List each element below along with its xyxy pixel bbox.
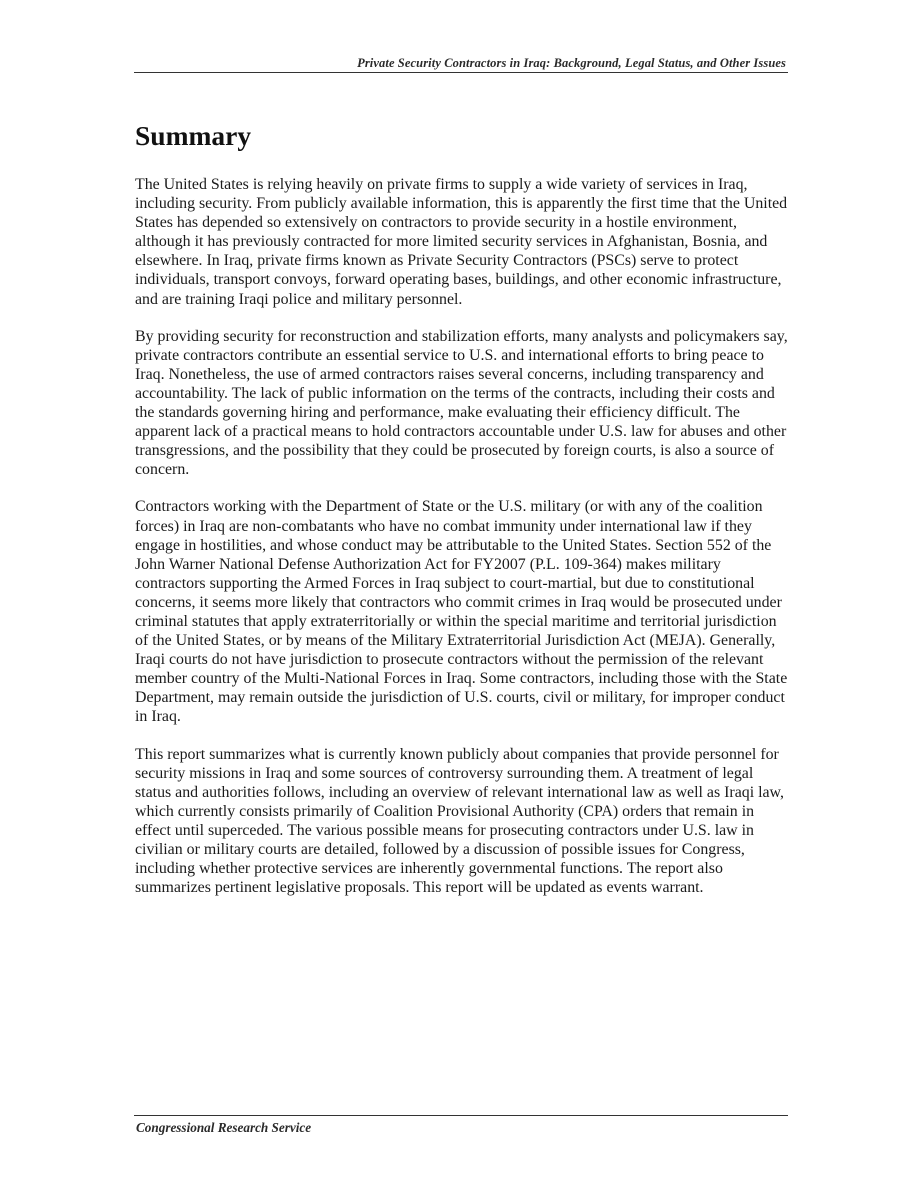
summary-paragraph-3: Contractors working with the Department of State or the U.S. military (or with any of the coalition forces) in Iraq are non-combatants who have no combat immunity under international law if they engage in hostilities, and whose conduct may be attributable to the United States. Section 552 of the John Warner National Defense Authorization Act for FY2007 (P.L. 109-364) makes military contractors supporting the Armed Forces in Iraq subject to court-martial, but due to constitutional concerns, it seems more likely that contractors who commit crimes in Iraq would be prosecuted under criminal statutes that apply extraterritorially or within the special maritime and territorial jurisdiction of the United States, or by means of the Military Extraterritorial Jurisdiction Act (MEJA). Generally, Iraqi courts do not have jurisdiction to prosecute contractors without the permission of the relevant member country of the Multi-National Forces in Iraq. Some contractors, including those with the State Department, may remain outside the jurisdiction of U.S. courts, civil or military, for improper conduct in Iraq. — [135, 498, 788, 726]
footer-divider — [134, 1115, 788, 1116]
summary-paragraph-2: By providing security for reconstruction and stabilization efforts, many analysts and policymakers say, private contractors contribute an essential service to U.S. and international efforts to bring peace to Iraq. Nonetheless, the use of armed contractors raises several concerns, including transparency and accountability. The lack of public information on the terms of the contracts, including their costs and the standards governing hiring and performance, make evaluating their efficiency difficult. The apparent lack of a practical means to hold contractors accountable under U.S. law for abuses and other transgressions, and the possibility that they could be prosecuted by foreign courts, is also a source of concern. — [135, 327, 788, 479]
summary-body — [135, 175, 790, 915]
summary-paragraph-1: The United States is relying heavily on private firms to supply a wide variety of services in Iraq, including security. From publicly available information, this is apparently the first time that the United States has depended so extensively on contractors to provide security in a hostile environment, although it has previously contracted for more limited security services in Afghanistan, Bosnia, and elsewhere. In Iraq, private firms known as Private Security Contractors (PSCs) serve to protect individuals, transport convoys, forward operating bases, buildings, and other economic infrastructure, and are training Iraqi police and military personnel. — [135, 176, 788, 308]
header-divider — [134, 72, 788, 73]
summary-paragraph-4: This report summarizes what is currently known publicly about companies that provide personnel for security missions in Iraq and some sources of controversy surrounding them. A treatment of legal status and authorities follows, including an overview of relevant international law as well as Iraqi law, which currently consists primarily of Coalition Provisional Authority (CPA) orders that remain in effect until superceded. The various possible means for prosecuting contractors under U.S. law in civilian or military courts are detailed, followed by a discussion of possible issues for Congress, including whether protective services are inherently governmental functions. The report also summarizes pertinent legislative proposals. This report will be updated as events warrant. — [135, 745, 784, 897]
section-title: Summary — [135, 120, 252, 151]
running-footer-publisher: Congressional Research Service — [136, 1120, 312, 1135]
running-header-title: Private Security Contractors in Iraq: Background, Legal Status, and Other Issues — [357, 56, 786, 70]
